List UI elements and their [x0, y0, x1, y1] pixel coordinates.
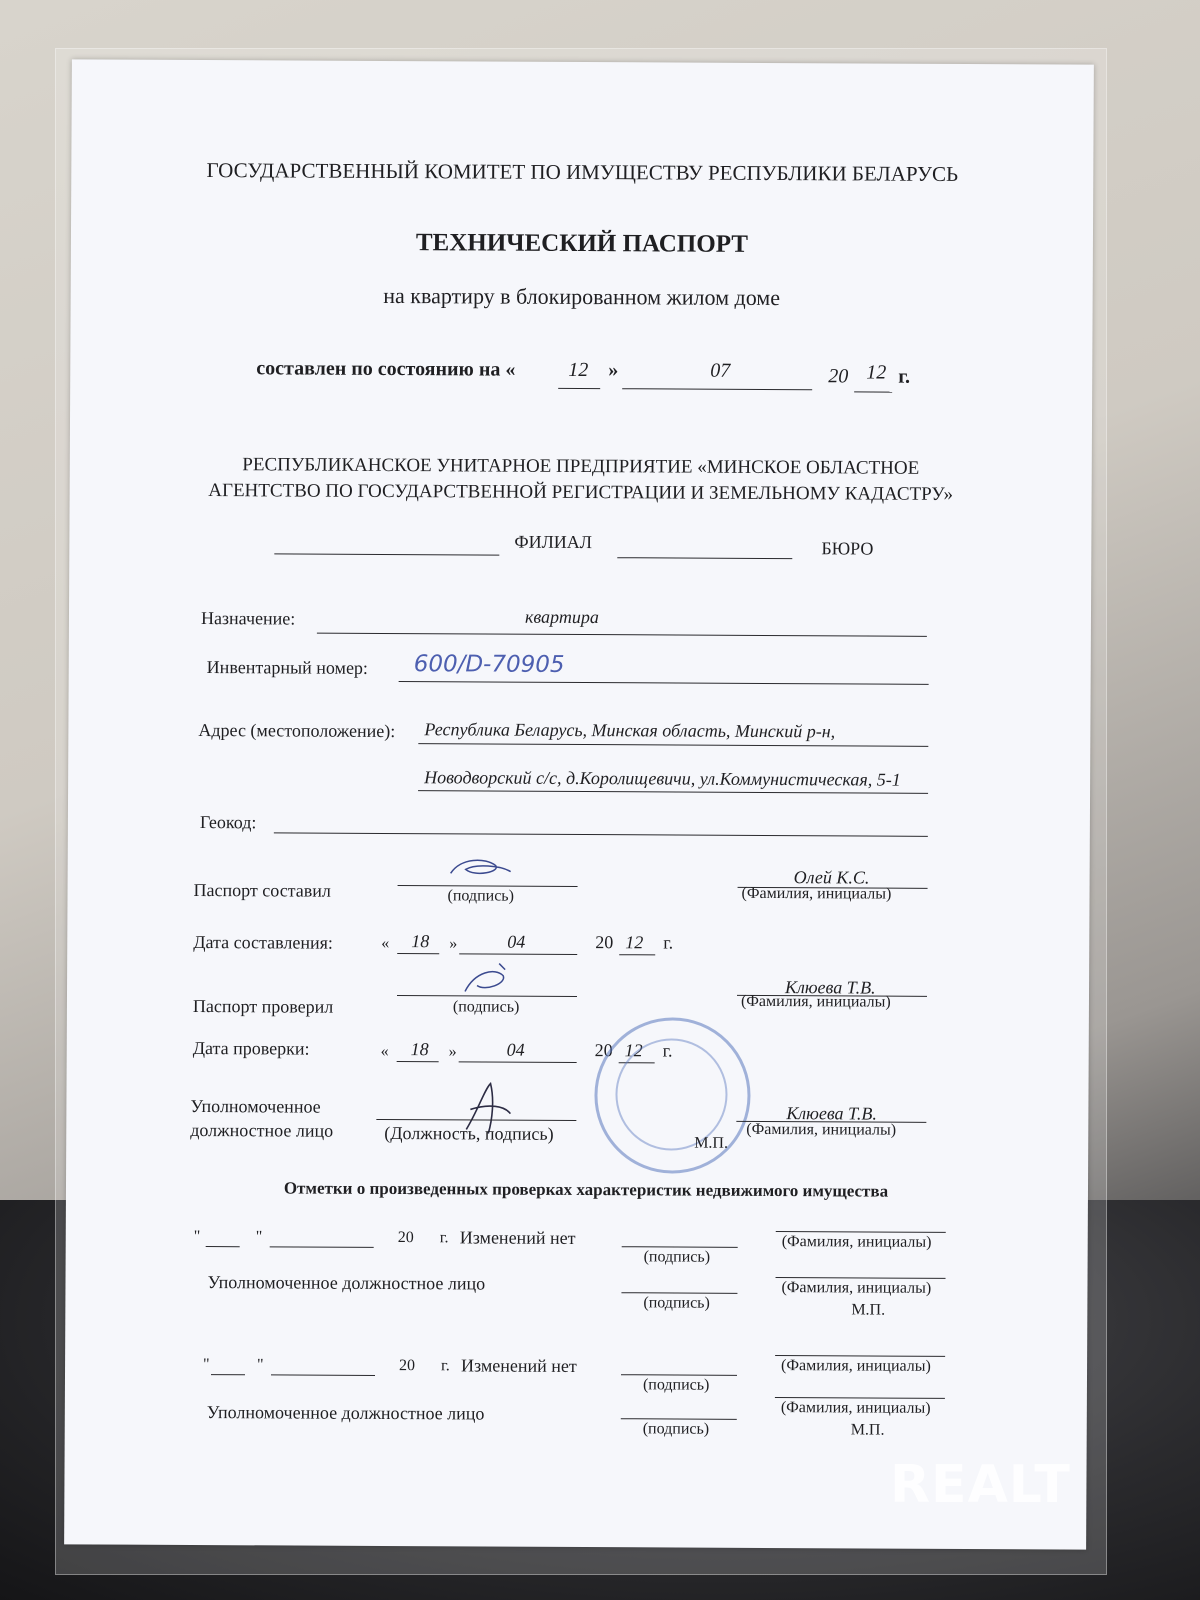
- compile-date-year-unit: г.: [663, 932, 674, 953]
- compile-date-day: 18: [411, 931, 430, 952]
- check-1-signature-caption: (подпись): [643, 1248, 711, 1266]
- check-2-close-quote: ": [257, 1356, 264, 1374]
- checks-heading: Отметки о произведенных проверках характеристик недвижимого имущества: [283, 1178, 889, 1201]
- check-date-year-prefix: 20: [594, 1040, 613, 1061]
- document-page: [64, 59, 1094, 1549]
- check-date-year-suffix: 12: [624, 1040, 643, 1061]
- purpose-value: квартира: [524, 606, 599, 628]
- compile-date-year-prefix: 20: [595, 932, 614, 953]
- check-date-day: 18: [410, 1039, 429, 1060]
- check-date-label: Дата проверки:: [192, 1037, 310, 1059]
- check-date-month: 04: [506, 1039, 525, 1060]
- branch-label: ФИЛИАЛ: [514, 531, 593, 553]
- geocode-label: Геокод:: [199, 812, 257, 833]
- check-1-year-prefix: 20: [397, 1229, 414, 1247]
- check-1-official: Уполномоченное должностное лицо: [207, 1272, 486, 1294]
- address-label: Адрес (местоположение):: [198, 720, 396, 742]
- checked-signature-caption: (подпись): [452, 998, 520, 1016]
- compiled-label: Паспорт составил: [193, 879, 331, 901]
- compile-date-label: Дата составления:: [193, 931, 333, 953]
- compiled-signature-caption: (подпись): [447, 887, 514, 905]
- checked-name: Клюева Т.В.: [784, 977, 876, 998]
- check-1-year-unit: г.: [439, 1229, 449, 1247]
- check-2-year-prefix: 20: [399, 1357, 416, 1375]
- state-date-month: 07: [710, 359, 731, 382]
- compiled-name: Олей К.С.: [793, 867, 870, 888]
- state-date-close-quote: »: [608, 359, 619, 382]
- address-line-1: Республика Беларусь, Минская область, Минский р-н,: [424, 719, 836, 742]
- compile-date-close-quote: »: [449, 935, 458, 953]
- state-date-day: 12: [568, 358, 589, 382]
- check-date-close-quote: »: [448, 1043, 457, 1061]
- authorized-name-caption: (Фамилия, инициалы): [746, 1120, 897, 1139]
- realt-watermark-logo: REALT: [890, 1455, 1071, 1515]
- compile-date-month: 04: [507, 931, 526, 952]
- state-date-year-prefix: 20: [828, 365, 849, 388]
- check-2-signature-caption-2: (подпись): [642, 1420, 710, 1438]
- address-line-2: Новодворский с/с, д.Королищевичи, ул.Коммунистическая, 5-1: [424, 767, 901, 790]
- check-1-name-caption-2: (Фамилия, инициалы): [781, 1279, 932, 1297]
- check-1-close-quote: ": [255, 1228, 263, 1246]
- authorized-name: Клюева Т.В.: [786, 1103, 877, 1124]
- check-2-official: Уполномоченное должностное лицо: [206, 1402, 485, 1424]
- signature-compiler: [446, 855, 516, 881]
- checked-name-caption: (Фамилия, инициалы): [740, 992, 891, 1011]
- enterprise-line-1: РЕСПУБЛИКАНСКОЕ УНИТАРНОЕ ПРЕДПРИЯТИЕ «МИНСКОЕ ОБЛАСТНОЕ: [242, 454, 920, 479]
- check-1-no-changes: Изменений нет: [459, 1227, 576, 1248]
- check-2-name-caption: (Фамилия, инициалы): [781, 1357, 931, 1375]
- signature-checker: [455, 961, 525, 997]
- check-2-mp: М.П.: [850, 1421, 885, 1439]
- inventory-value: 600/D-70905: [413, 651, 565, 678]
- committee-heading: ГОСУДАРСТВЕННЫЙ КОМИТЕТ ПО ИМУЩЕСТВУ РЕСПУБЛИКИ БЕЛАРУСЬ: [206, 158, 959, 186]
- compile-date-year-suffix: 12: [625, 932, 644, 953]
- check-2-no-changes: Изменений нет: [461, 1355, 577, 1376]
- check-1-name-caption: (Фамилия, инициалы): [781, 1233, 932, 1251]
- authorized-label-1: Уполномоченное: [190, 1095, 321, 1117]
- check-date-open-quote: «: [380, 1042, 389, 1061]
- document-subtitle: на квартиру в блокированном жилом доме: [383, 282, 781, 311]
- check-1-mp: М.П.: [851, 1301, 886, 1319]
- authorized-mp: М.П.: [694, 1134, 729, 1152]
- checked-label: Паспорт проверил: [192, 995, 334, 1017]
- authorized-caption: (Должность, подпись): [384, 1122, 554, 1144]
- purpose-label: Назначение:: [200, 608, 296, 629]
- state-date-label: составлен по состоянию на «: [256, 357, 516, 381]
- compiled-name-caption: (Фамилия, инициалы): [741, 884, 892, 903]
- bureau-label: БЮРО: [821, 538, 874, 559]
- check-2-open-quote: ": [203, 1356, 210, 1374]
- state-date-year-suffix: 12: [866, 361, 887, 384]
- compile-date-open-quote: «: [381, 934, 390, 953]
- check-1-signature-caption-2: (подпись): [643, 1294, 710, 1312]
- authorized-label-2: должностное лицо: [190, 1119, 334, 1141]
- check-2-signature-caption: (подпись): [642, 1376, 710, 1394]
- check-2-year-unit: г.: [441, 1357, 450, 1375]
- check-2-name-caption-2: (Фамилия, инициалы): [780, 1399, 931, 1417]
- state-date-year-unit: г.: [898, 365, 911, 388]
- enterprise-line-2: АГЕНТСТВО ПО ГОСУДАРСТВЕННОЙ РЕГИСТРАЦИИ И ЗЕМЕЛЬНОМУ КАДАСТРУ»: [208, 480, 954, 505]
- document-title: ТЕХНИЧЕСКИЙ ПАСПОРТ: [415, 229, 749, 258]
- inventory-label: Инвентарный номер:: [206, 657, 369, 678]
- check-date-year-unit: г.: [662, 1040, 673, 1061]
- check-1-open-quote: ": [193, 1227, 201, 1246]
